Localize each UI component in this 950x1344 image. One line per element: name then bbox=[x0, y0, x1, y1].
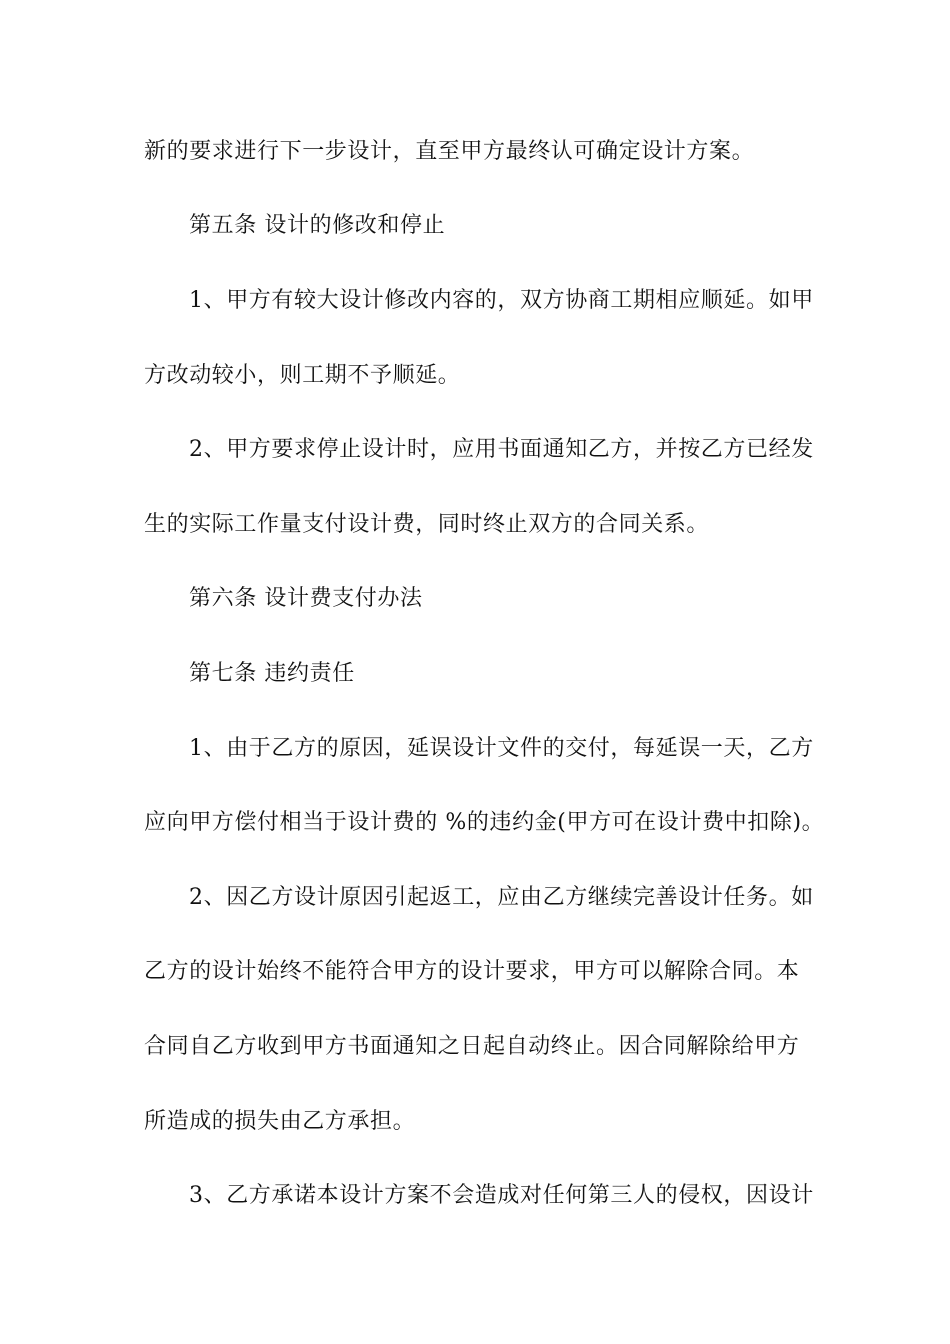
text-line: 新的要求进行下一步设计，直至甲方最终认可确定设计方案。 bbox=[144, 139, 755, 164]
text-line: 方改动较小，则工期不予顺延。 bbox=[144, 363, 461, 388]
text-line: 应向甲方偿付相当于设计费的 %的违约金(甲方可在设计费中扣除)。 bbox=[144, 810, 825, 835]
text-line: 1、由于乙方的原因，延误设计文件的交付，每延误一天，乙方 bbox=[189, 736, 814, 761]
text-line: 所造成的损失由乙方承担。 bbox=[144, 1109, 416, 1134]
text-line: 2、甲方要求停止设计时，应用书面通知乙方，并按乙方已经发 bbox=[189, 437, 814, 462]
section-heading: 第六条 设计费支付办法 bbox=[189, 586, 423, 611]
text-line: 3、乙方承诺本设计方案不会造成对任何第三人的侵权，因设计 bbox=[189, 1183, 814, 1208]
text-line: 合同自乙方收到甲方书面通知之日起自动终止。因合同解除给甲方 bbox=[144, 1034, 800, 1059]
section-heading: 第七条 违约责任 bbox=[189, 661, 355, 686]
text-line: 1、甲方有较大设计修改内容的，双方协商工期相应顺延。如甲 bbox=[189, 288, 814, 313]
text-line: 生的实际工作量支付设计费，同时终止双方的合同关系。 bbox=[144, 512, 710, 537]
text-line: 乙方的设计始终不能符合甲方的设计要求，甲方可以解除合同。本 bbox=[144, 959, 800, 984]
text-line: 2、因乙方设计原因引起返工，应由乙方继续完善设计任务。如 bbox=[189, 885, 814, 910]
section-heading: 第五条 设计的修改和停止 bbox=[189, 213, 446, 238]
